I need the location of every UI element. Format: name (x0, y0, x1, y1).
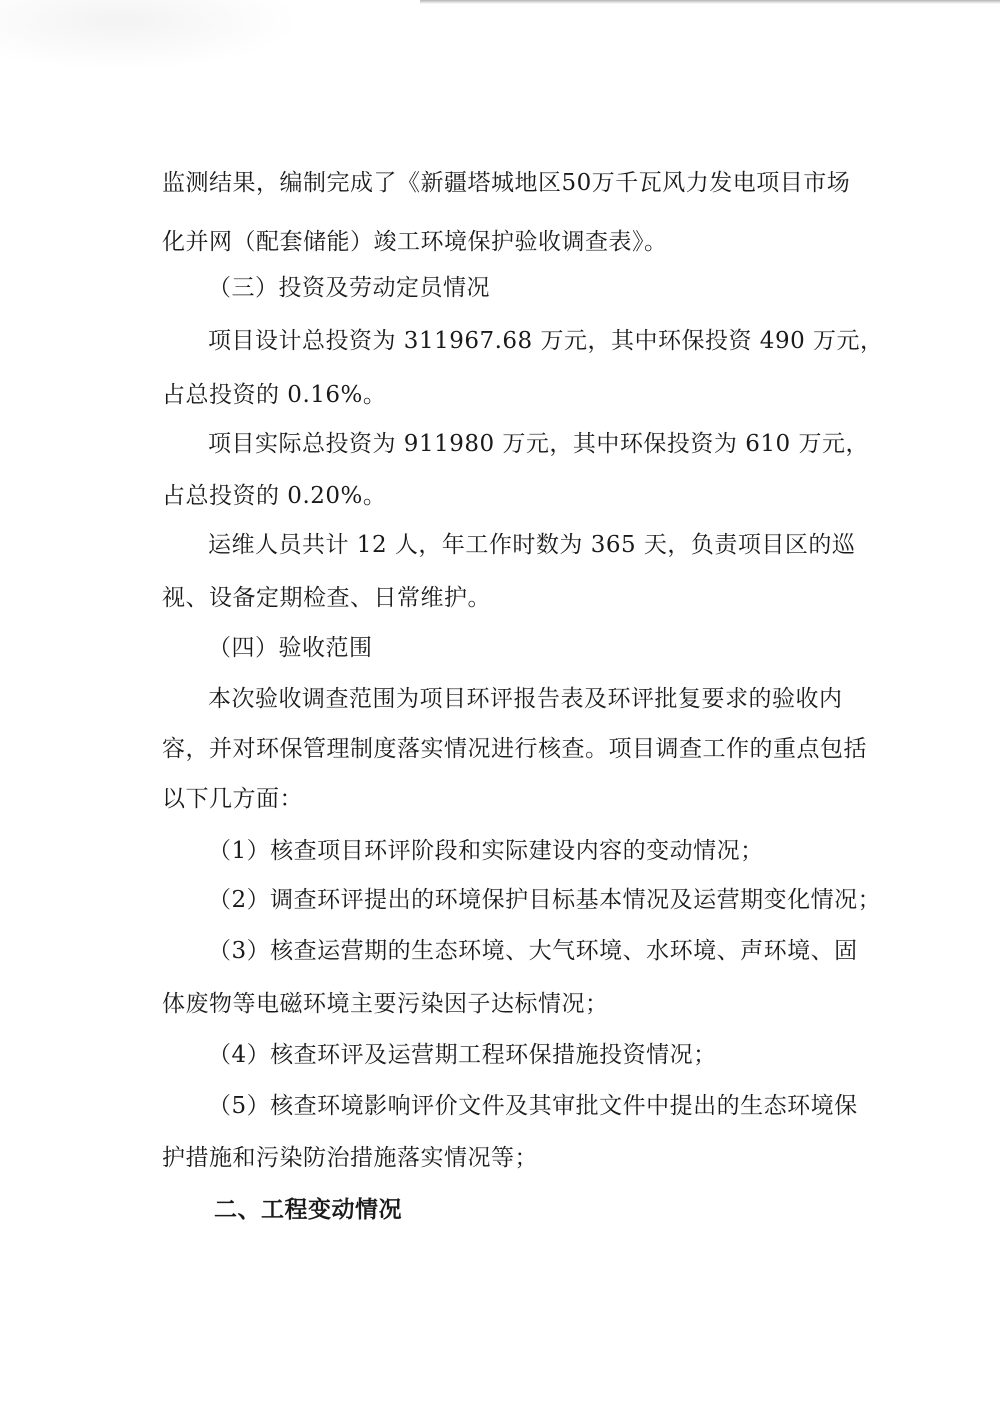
text-line: 化并网（配套储能）竣工环境保护验收调查表》。 (162, 229, 668, 255)
text-line: 体废物等电磁环境主要污染因子达标情况； (162, 991, 609, 1017)
section-heading: 二、工程变动情况 (214, 1197, 402, 1223)
list-item: （4）核查环评及运营期工程环保措施投资情况； (208, 1042, 717, 1068)
text-line: 监测结果，编制完成了《新疆塔城地区50万千瓦风力发电项目市场 (162, 170, 851, 196)
list-item: （3）核查运营期的生态环境、大气环境、水环境、声环境、固 (208, 938, 858, 964)
scan-smudge (0, 0, 300, 70)
text-line: 占总投资的 0.16%。 (162, 382, 387, 408)
list-item: （5）核查环境影响评价文件及其审批文件中提出的生态环境保 (208, 1093, 858, 1119)
text-line: 以下几方面： (162, 786, 303, 812)
text-line: 运维人员共计 12 人，年工作时数为 365 天，负责项目区的巡 (208, 532, 856, 558)
text-line: 容，并对环保管理制度落实情况进行核查。项目调查工作的重点包括 (162, 736, 867, 762)
text-line: 项目实际总投资为 911980 万元，其中环保投资为 610 万元， (208, 431, 869, 457)
subsection-heading: （四）验收范围 (208, 635, 373, 661)
list-item: （2）调查环评提出的环境保护目标基本情况及运营期变化情况； (208, 887, 882, 913)
text-line: 占总投资的 0.20%。 (162, 483, 387, 509)
scan-edge (420, 0, 1000, 4)
subsection-heading: （三）投资及劳动定员情况 (208, 275, 490, 301)
text-line: 护措施和污染防治措施落实情况等； (162, 1145, 538, 1171)
list-item: （1）核查项目环评阶段和实际建设内容的变动情况； (208, 838, 764, 864)
text-line: 本次验收调查范围为项目环评报告表及环评批复要求的验收内 (208, 686, 843, 712)
text-line: 视、设备定期检查、日常维护。 (162, 585, 491, 611)
text-line: 项目设计总投资为 311967.68 万元，其中环保投资 490 万元， (208, 328, 884, 354)
